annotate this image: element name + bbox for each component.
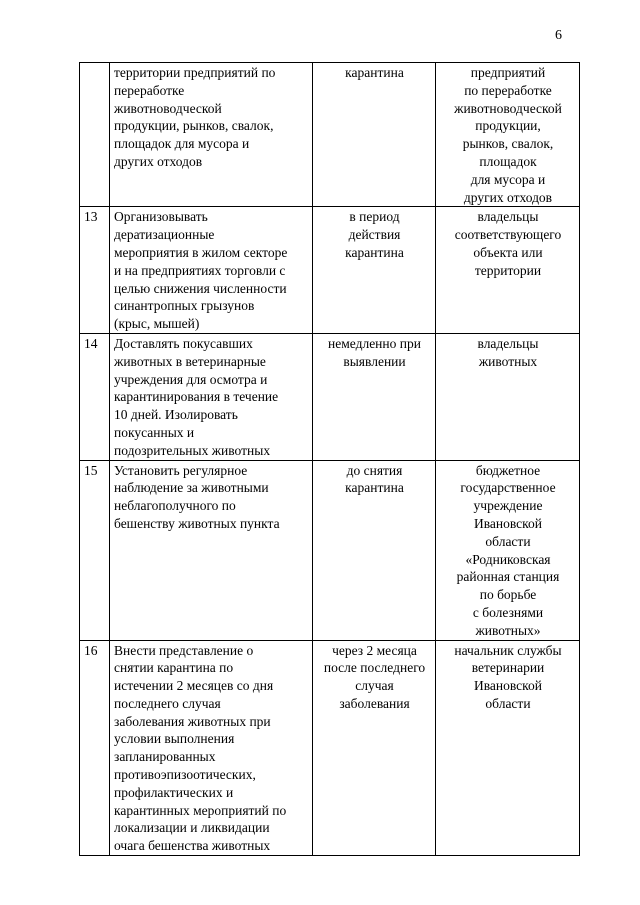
measure-responsible: владельцы соответствующего объекта или территории [436, 207, 580, 334]
measure-text: Установить регулярное наблюдение за животными неблагополучного по бешенству животных пункта [110, 460, 313, 640]
table-row [80, 63, 580, 207]
measure-responsible: владельцы животных [436, 333, 580, 460]
measure-term: через 2 месяца после последнего случая заболевания [313, 640, 436, 856]
row-number: 15 [80, 460, 110, 640]
page-number: 6 [555, 28, 562, 43]
measure-text: Доставлять покусавших животных в ветеринарные учреждения для осмотра и карантинирования в течение 10 дней. Изолировать покусанных и подозрительных животных [110, 333, 313, 460]
table-row [80, 640, 580, 856]
row-number: 16 [80, 640, 110, 856]
row-number [80, 63, 110, 207]
measure-responsible: начальник службы ветеринарии Ивановской области [436, 640, 580, 856]
table-row [80, 333, 580, 460]
measure-term: карантина [313, 63, 436, 207]
row-number: 13 [80, 207, 110, 334]
measure-responsible: предприятий по переработке животноводческой продукции, рынков, свалок, площадок для мусора и других отходов [436, 63, 580, 207]
row-number: 14 [80, 333, 110, 460]
measure-term: в период действия карантина [313, 207, 436, 334]
table-row [80, 460, 580, 640]
measure-term: до снятия карантина [313, 460, 436, 640]
measure-text: Внести представление о снятии карантина по истечении 2 месяцев со дня последнего случая заболевания животных при условии выполнения запланированных противоэпизоотических, профилактических и карантинных мероприятий по локализации и ликвидации очага бешенства животных [110, 640, 313, 856]
measure-text: территории предприятий по переработке животноводческой продукции, рынков, свалок, площадок для мусора и других отходов [110, 63, 313, 207]
measures-table [79, 62, 580, 856]
table-row [80, 207, 580, 334]
measure-responsible: бюджетное государственное учреждение Ивановской области «Родниковская районная станция по борьбе с болезнями животных» [436, 460, 580, 640]
measure-term: немедленно при выявлении [313, 333, 436, 460]
measure-text: Организовывать дератизационные мероприятия в жилом секторе и на предприятиях торговли с целью снижения численности синантропных грызунов (крыс, мышей) [110, 207, 313, 334]
